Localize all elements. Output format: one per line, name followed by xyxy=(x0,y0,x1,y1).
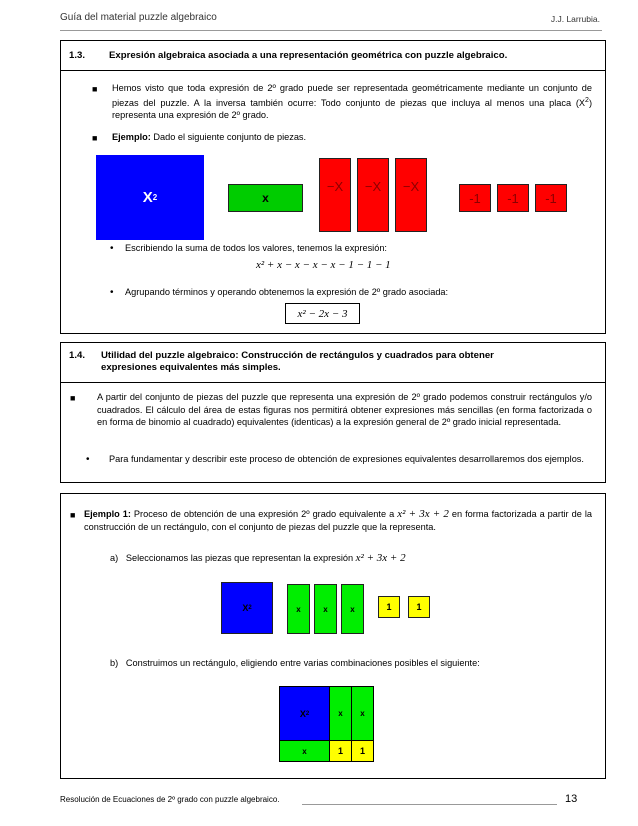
piece-neg-x: −X xyxy=(395,158,427,232)
s13-bullet-1: Escribiendo la suma de todos los valores, tenemos la expresión: xyxy=(125,243,387,253)
header-title: Guía del material puzzle algebraico xyxy=(60,12,217,23)
section-1-3-title xyxy=(61,41,605,71)
bullet-square-icon: ■ xyxy=(92,133,98,143)
rect-x-horizontal: x xyxy=(280,741,330,761)
section-1-4-heading-1: Utilidad del puzzle algebraico: Construcción de rectángulos y cuadrados para obtener xyxy=(101,350,494,361)
page-number: 13 xyxy=(565,793,578,805)
section-1-4-heading-2: expresiones equivalentes más simples. xyxy=(101,362,281,373)
piece-neg-one: -1 xyxy=(459,184,491,212)
ex1-step-a: a) Seleccionamos las piezas que representan la expresión x² + 3x + 2 xyxy=(110,552,406,564)
section-1-4-title xyxy=(61,343,605,383)
bullet-square-icon: ■ xyxy=(92,84,98,94)
piece-x: x xyxy=(314,584,337,634)
piece-x: x xyxy=(287,584,310,634)
footer-title: Resolución de Ecuaciones de 2º grado con puzzle algebraico. xyxy=(60,795,280,804)
rect-x-vertical: x xyxy=(352,687,373,741)
rect-one: 1 xyxy=(330,741,352,761)
s13-paragraph: Hemos visto que toda expresión de 2º grado puede ser representada geométricamente mediante un conjunto de piezas del puzzle. A la inversa también ocurre: Todo conjunto de piezas que incluya al menos una placa $(X^2)$ representa una expresión de 2º grado. xyxy=(112,83,592,121)
s14-paragraph-2: Para fundamentar y describir este proceso de obtención de expresiones equivalentes desarrollaremos dos ejemplos. xyxy=(109,454,584,464)
rectangle-construction xyxy=(279,686,374,762)
expression-sum: x² + x − x − x − x − 1 − 1 − 1 xyxy=(256,259,391,271)
ex1-step-b: b) Construimos un rectángulo, eligiendo entre varias combinaciones posibles el siguiente: xyxy=(110,658,480,668)
bullet-square-icon: ■ xyxy=(70,393,76,403)
expression-result: x² − 2x − 3 xyxy=(285,303,360,324)
piece-one: 1 xyxy=(378,596,400,618)
s13-example: Ejemplo: Dado el siguiente conjunto de piezas. xyxy=(112,132,307,142)
piece-x: x xyxy=(341,584,364,634)
piece-x: x xyxy=(228,184,303,212)
rect-x-squared: X 2 xyxy=(280,687,330,741)
rect-x-vertical: x xyxy=(330,687,352,741)
piece-neg-x: −X xyxy=(357,158,389,232)
bullet-dot-icon: • xyxy=(86,454,90,465)
section-1-4-number: 1.4. xyxy=(69,350,86,361)
piece-neg-x: −X xyxy=(319,158,351,232)
ex1-paragraph: Ejemplo 1: Proceso de obtención de una expresión 2º grado equivalente a x² + 3x + 2 en forma factorizada a partir de la construcción de un rectángulo, con el conjunto de piezas del puzzle que la representa. xyxy=(84,508,592,532)
piece-x-squared: X 2 xyxy=(96,155,204,240)
bullet-dot-icon: • xyxy=(110,287,114,298)
section-1-3-number: 1.3. xyxy=(69,50,86,61)
piece-x-squared: X 2 xyxy=(221,582,273,634)
header-author: J.J. Larrubia. xyxy=(550,14,600,24)
header-rule xyxy=(60,30,602,31)
section-1-3-heading: Expresión algebraica asociada a una representación geométrica con puzzle algebraico. xyxy=(109,50,508,61)
bullet-square-icon: ■ xyxy=(70,510,76,520)
s14-paragraph: A partir del conjunto de piezas del puzzle que representa una expresión de 2º grado podemos construir rectángulos y/o cuadrados. El cálculo del área de estas figuras nos permitirá obtener expresiones más sencillas (en forma factorizada o en forma de binomio al cuadrado) equivalentes (identicas) a la expresión general de 2º grado inicial representada. xyxy=(97,392,592,427)
piece-one: 1 xyxy=(408,596,430,618)
bullet-dot-icon: • xyxy=(110,243,114,254)
footer-rule xyxy=(302,804,557,805)
s13-bullet-2: Agrupando términos y operando obtenemos la expresión de 2º grado asociada: xyxy=(125,287,449,297)
piece-neg-one: -1 xyxy=(497,184,529,212)
rect-one: 1 xyxy=(352,741,373,761)
piece-neg-one: -1 xyxy=(535,184,567,212)
